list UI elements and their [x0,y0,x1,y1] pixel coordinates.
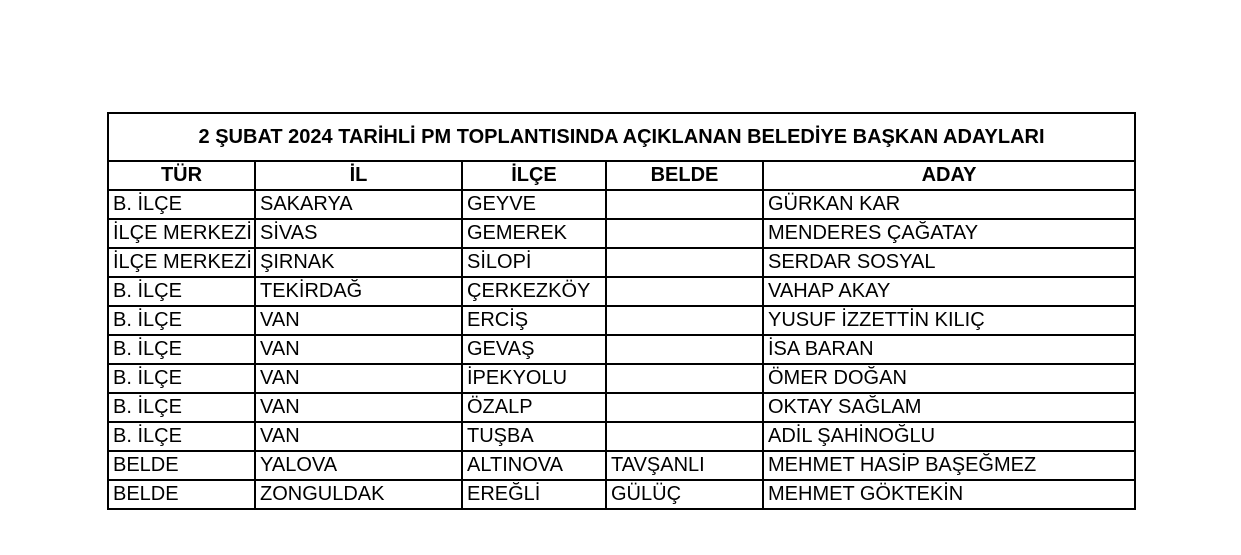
cell-tur: B. İLÇE [108,335,255,364]
cell-tur: B. İLÇE [108,364,255,393]
table-row [108,306,1135,335]
document-sheet [107,112,1134,510]
cell-belde [606,306,763,335]
table-row [108,277,1135,306]
column-header-tur: TÜR [108,161,255,190]
cell-tur: İLÇE MERKEZİ [108,248,255,277]
column-header-il: İL [255,161,462,190]
cell-il: VAN [255,422,462,451]
table-row [108,480,1135,509]
cell-il: VAN [255,364,462,393]
cell-aday: YUSUF İZZETTİN KILIÇ [763,306,1135,335]
cell-il: SAKARYA [255,190,462,219]
column-header-ilce: İLÇE [462,161,606,190]
table-row [108,393,1135,422]
cell-il: YALOVA [255,451,462,480]
cell-belde: GÜLÜÇ [606,480,763,509]
cell-ilce: GEYVE [462,190,606,219]
cell-tur: BELDE [108,451,255,480]
cell-belde [606,277,763,306]
cell-belde [606,335,763,364]
cell-ilce: GEMEREK [462,219,606,248]
cell-aday: İSA BARAN [763,335,1135,364]
cell-tur: B. İLÇE [108,422,255,451]
cell-aday: SERDAR SOSYAL [763,248,1135,277]
cell-belde [606,190,763,219]
table-row [108,335,1135,364]
table-row [108,219,1135,248]
cell-ilce: ALTINOVA [462,451,606,480]
cell-ilce: ÖZALP [462,393,606,422]
table-row [108,248,1135,277]
table-row [108,190,1135,219]
cell-tur: B. İLÇE [108,306,255,335]
column-header-belde: BELDE [606,161,763,190]
cell-belde [606,364,763,393]
candidates-table [107,112,1136,510]
cell-belde [606,219,763,248]
cell-tur: BELDE [108,480,255,509]
cell-tur: B. İLÇE [108,277,255,306]
cell-aday: MEHMET GÖKTEKİN [763,480,1135,509]
cell-il: ŞIRNAK [255,248,462,277]
cell-tur: İLÇE MERKEZİ [108,219,255,248]
cell-il: VAN [255,335,462,364]
table-row [108,364,1135,393]
table-row [108,422,1135,451]
header-row [108,161,1135,190]
cell-il: VAN [255,393,462,422]
cell-aday: ADİL ŞAHİNOĞLU [763,422,1135,451]
cell-belde [606,393,763,422]
title-row [108,113,1135,161]
cell-ilce: EREĞLİ [462,480,606,509]
cell-aday: OKTAY SAĞLAM [763,393,1135,422]
cell-il: ZONGULDAK [255,480,462,509]
cell-aday: VAHAP AKAY [763,277,1135,306]
cell-belde: TAVŞANLI [606,451,763,480]
column-header-aday: ADAY [763,161,1135,190]
table-row [108,451,1135,480]
cell-ilce: İPEKYOLU [462,364,606,393]
cell-ilce: SİLOPİ [462,248,606,277]
cell-aday: MEHMET HASİP BAŞEĞMEZ [763,451,1135,480]
cell-tur: B. İLÇE [108,190,255,219]
cell-belde [606,422,763,451]
cell-il: TEKİRDAĞ [255,277,462,306]
cell-belde [606,248,763,277]
cell-aday: MENDERES ÇAĞATAY [763,219,1135,248]
cell-il: SİVAS [255,219,462,248]
cell-ilce: GEVAŞ [462,335,606,364]
cell-aday: ÖMER DOĞAN [763,364,1135,393]
table-body [108,190,1135,509]
cell-il: VAN [255,306,462,335]
table-title: 2 ŞUBAT 2024 TARİHLİ PM TOPLANTISINDA AÇIKLANAN BELEDİYE BAŞKAN ADAYLARI [108,113,1135,161]
cell-aday: GÜRKAN KAR [763,190,1135,219]
cell-ilce: ÇERKEZKÖY [462,277,606,306]
cell-ilce: TUŞBA [462,422,606,451]
cell-ilce: ERCİŞ [462,306,606,335]
cell-tur: B. İLÇE [108,393,255,422]
